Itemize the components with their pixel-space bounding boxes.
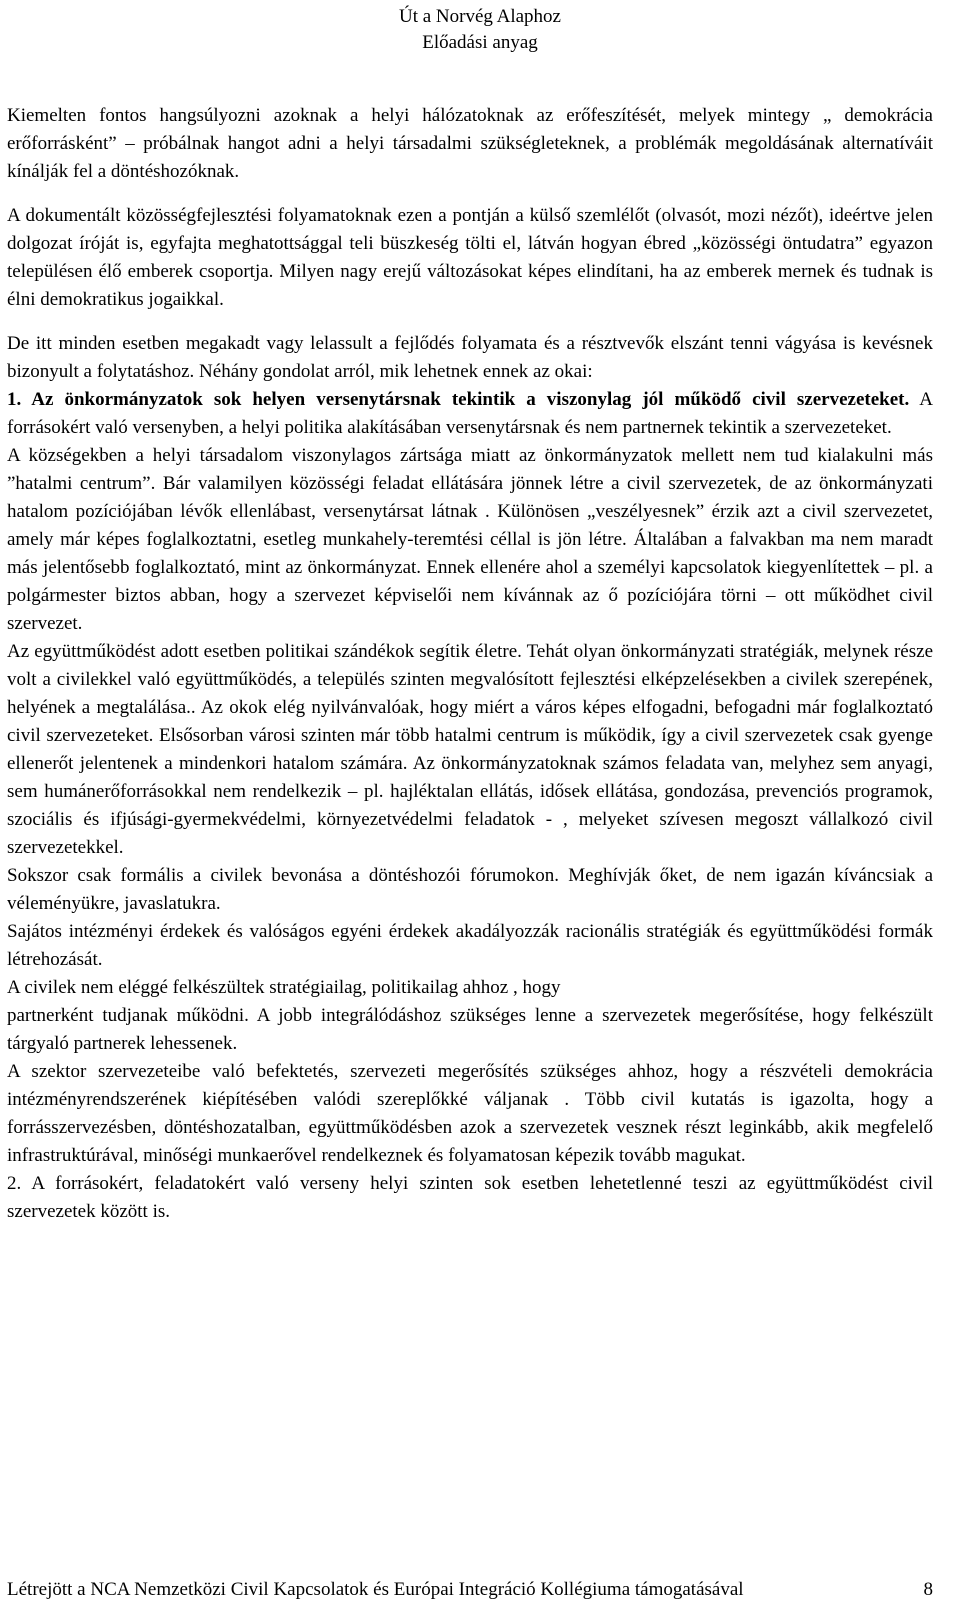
paragraph: Kiemelten fontos hangsúlyozni azoknak a helyi hálózatoknak az erőfeszítését, melyek mintegy „ demokrácia erőforrásként” – próbálnak hangot adni a helyi társadalmi szükségleteknek, a problémák megoldásának alternatíváit kínálják fel a döntéshozóknak. xyxy=(7,105,933,182)
page-footer xyxy=(7,1577,933,1603)
header-title: Út a Norvég Alaphoz xyxy=(399,6,561,27)
paragraph: A civilek nem eléggé felkészültek stratégiailag, politikailag ahhoz , hogy xyxy=(7,977,561,998)
document-body xyxy=(7,102,933,1226)
footer-text: Létrejött a NCA Nemzetközi Civil Kapcsolatok és Európai Integráció Kollégiuma támogatásával xyxy=(7,1579,744,1600)
paragraph-text: A forrásokért való versenyben, a helyi politika alakításában versenytársnak és nem partnernek tekintik a szervezeteket. xyxy=(7,389,933,438)
paragraph xyxy=(7,386,933,442)
paragraph: A szektor szervezeteibe való befektetés, szervezeti megerősítés szükséges ahhoz, hogy a részvételi demokrácia intézményrendszerének kiépítésében valódi szereplőkké váljanak . Több civil kutatás is igazolta, hogy a forrásszervezésben, döntéshozatalban, együttműködésben azok a szervezetek vesznek részt leginkább, akik megfelelő infrastruktúrával, minőségi munkaerővel rendelkeznek és folyamatosan képezik tovább magukat. xyxy=(7,1061,933,1166)
paragraph: 2. A forrásokért, feladatokért való verseny helyi szinten sok esetben lehetetlenné teszi az együttműködést civil szervezetek között is. xyxy=(7,1173,933,1222)
page-number: 8 xyxy=(923,1579,933,1600)
paragraph: Az együttműködést adott esetben politikai szándékok segítik életre. Tehát olyan önkormányzati stratégiák, melynek része volt a civilekkel való együttműködés, a település szinten megvalósított fejlesztési elképzelésekben a civilek szerepének, helyének a megtalálása.. Az okok elég nyilvánvalóak, hogy miért a város képes elfogadni, befogadni már foglalkoztató civil szervezeteket. Elsősorban városi szinten már több hatalmi centrum is működik, így a civil szervezetek csak gyenge ellenerőt jelentenek a mindenkori hatalom számára. Az önkormányzatoknak számos feladata van, melyhez sem anyagi, sem humánerőforrásokkal nem rendelkezik – pl. hajléktalan ellátás, idősek ellátása, gondozása, prevenciós programok, szociális és ifjúsági-gyermekvédelmi, környezetvédelmi feladatok - , melyeket szívesen megoszt vállalkozó civil szervezetekkel. xyxy=(7,641,933,858)
header-subtitle: Előadási anyag xyxy=(422,32,538,53)
paragraph: De itt minden esetben megakadt vagy lelassult a fejlődés folyamata és a résztvevők elszánt tenni vágyása is kevésnek bizonyult a folytatáshoz. Néhány gondolat arról, mik lehetnek ennek az okai: xyxy=(7,333,933,382)
page-header xyxy=(0,4,960,56)
bold-heading: 1. Az önkormányzatok sok helyen versenytársnak tekintik a viszonylag jól működő civil szervezeteket. xyxy=(7,389,910,410)
paragraph: Sokszor csak formális a civilek bevonása a döntéshozói fórumokon. Meghívják őket, de nem igazán kíváncsiak a véleményükre, javaslatukra. xyxy=(7,865,933,914)
paragraph: Sajátos intézményi érdekek és valóságos egyéni érdekek akadályozzák racionális stratégiák és együttműködési formák létrehozását. xyxy=(7,921,933,970)
paragraph: A dokumentált közösségfejlesztési folyamatoknak ezen a pontján a külső szemlélőt (olvasót, mozi nézőt), ideértve jelen dolgozat íróját is, egyfajta meghatottsággal teli büszkeség tölti el, látván hogyan ébred „közösségi öntudatra” egyazon településen élő emberek csoportja. Milyen nagy erejű változásokat képes elindítani, ha az emberek mernek és tudnak is élni demokratikus jogaikkal. xyxy=(7,205,933,310)
paragraph: partnerként tudjanak működni. A jobb integrálódáshoz szükséges lenne a szervezetek megerősítése, hogy felkészült tárgyaló partnerek lehessenek. xyxy=(7,1005,933,1054)
paragraph: A községekben a helyi társadalom viszonylagos zártsága miatt az önkormányzatok mellett nem tud kialakulni más ”hatalmi centrum”. Bár valamilyen közösségi feladat ellátására jönnek létre a civil szervezetek, de az önkormányzati hatalom pozíciójában lévők ellenlábast, versenytársat látnak . Különösen „veszélyesnek” érzik azt a civil szervezetet, amely már képes foglalkoztatni, esetleg munkahely-teremtési céllal is jön létre. Általában a falvakban ma nem maradt más jelentősebb foglalkoztató, mint az önkormányzat. Ennek ellenére ahol a személyi kapcsolatok kiegyenlítettek – pl. a polgármester biztos abban, hogy a szervezet képviselői nem kívánnak az ő pozíciójára törni – ott működhet civil szervezet. xyxy=(7,445,933,634)
